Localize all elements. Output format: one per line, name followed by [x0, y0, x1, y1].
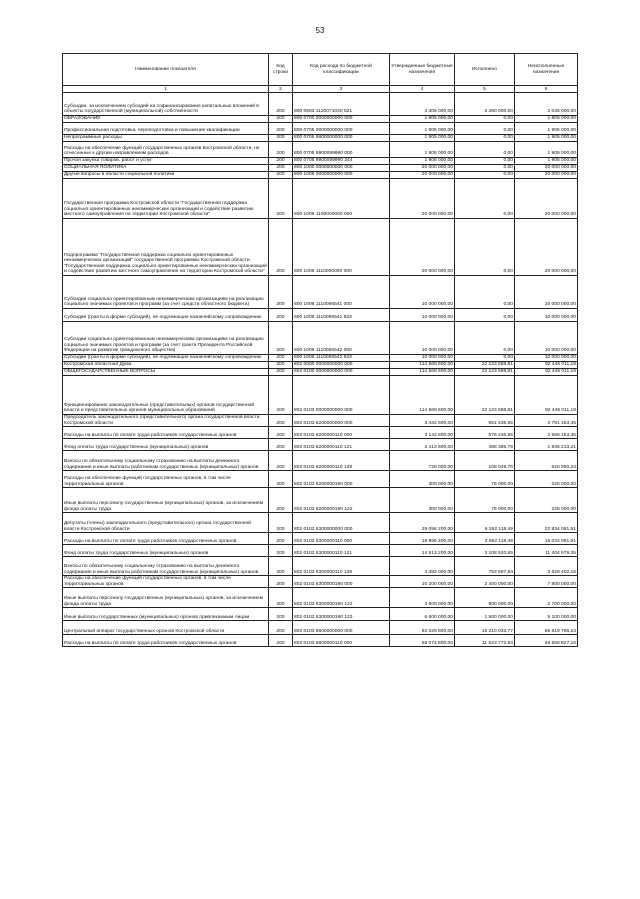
column-number: 1 — [63, 86, 269, 93]
row-line-code: 200 — [269, 576, 293, 588]
row-line-code: 200 — [269, 179, 293, 219]
row-name: Иные выплаты персоналу государственных (муниципальных) органов, за исключением фонда оплаты труда — [63, 588, 269, 608]
row-classification-code: 800 1006 0000000000 000 — [293, 172, 390, 179]
row-name: Взносы по обязательному социальному страхованию на выплаты денежного содержания и иные выплаты работникам государственных (муниципальных) органов — [63, 557, 269, 576]
row-classification-code: 802 0103 6200000190 000 — [293, 471, 390, 488]
row-executed-amount: 108 049,76 — [455, 451, 515, 471]
row-executed-amount: 1 500 000,00 — [455, 608, 515, 621]
row-name: Центральный аппарат государственных органов Костромской области — [63, 621, 269, 635]
row-name: Расходы на выплаты по оплате труда работников государственных органов — [63, 533, 269, 545]
row-unexecuted-amount: 15 034 081,51 — [515, 533, 578, 545]
row-classification-code: 802 0103 6600000110 000 — [293, 635, 390, 647]
row-line-code: 200 — [269, 545, 293, 557]
row-name: Профессиональная подготовка, переподготовка и повышение квалификации — [63, 123, 269, 135]
row-classification-code: 802 0103 6200000110 000 — [293, 427, 390, 439]
row-unexecuted-amount: 20 000 000,00 — [515, 179, 578, 219]
row-line-code: 200 — [269, 427, 293, 439]
row-name: СОЦИАЛЬНАЯ ПОЛИТИКА — [63, 165, 269, 172]
row-classification-code: 800 1006 1110000000 000 — [293, 219, 390, 276]
row-unexecuted-amount: 225 000,00 — [515, 488, 578, 513]
row-line-code: 200 — [269, 135, 293, 142]
row-classification-code: 802 0103 6200000110 121 — [293, 439, 390, 451]
row-classification-code: 800 0705 0000000000 000 — [293, 123, 390, 135]
row-name: Функционирование законодательных (представительных) органов государственной власти и представительных органов муниципальных образований — [63, 376, 269, 415]
table-row — [63, 309, 578, 322]
table-row — [63, 451, 578, 471]
row-classification-code: 802 0000 0000000000 000 — [293, 362, 390, 369]
row-name: Субсидии, за исключением субсидий на софинансирование капитальных вложений в объекты государственной (муниципальной) собственности — [63, 93, 269, 116]
row-executed-amount: 6 262 118,49 — [455, 513, 515, 533]
row-unexecuted-amount: 10 000 000,00 — [515, 322, 578, 355]
header-executed: Исполнено — [455, 54, 515, 86]
row-executed-amount: 75 000,00 — [455, 471, 515, 488]
row-name: Прочая закупка товаров, работ и услуг — [63, 158, 269, 165]
table-row — [63, 488, 578, 513]
row-approved-amount: 1 905 000,00 — [390, 142, 455, 158]
row-approved-amount: 10 000 000,00 — [390, 322, 455, 355]
row-executed-amount: 0,00 — [455, 219, 515, 276]
table-row — [63, 533, 578, 545]
row-classification-code: 802 0103 6600000000 000 — [293, 621, 390, 635]
row-executed-amount: 22 123 588,81 — [455, 376, 515, 415]
table-row — [63, 355, 578, 362]
header-indicator-name: Наименование показателя — [63, 54, 269, 86]
row-classification-code: 802 0103 6300000190 123 — [293, 608, 390, 621]
row-approved-amount: 1 905 000,00 — [390, 135, 455, 142]
row-line-code: 200 — [269, 415, 293, 427]
table-row — [63, 415, 578, 427]
row-line-code: 200 — [269, 488, 293, 513]
table-header-row — [63, 54, 578, 86]
row-approved-amount: 20 000 000,00 — [390, 165, 455, 172]
row-approved-amount: 10 000 000,00 — [390, 355, 455, 362]
row-line-code: 200 — [269, 369, 293, 376]
row-unexecuted-amount: 10 000 000,00 — [515, 355, 578, 362]
table-row — [63, 513, 578, 533]
row-classification-code: 802 0103 6200000190 122 — [293, 488, 390, 513]
row-executed-amount: 0,00 — [455, 309, 515, 322]
row-name: Фонд оплаты труда государственных (муниципальных) органов — [63, 545, 269, 557]
table-row — [63, 322, 578, 355]
row-line-code: 200 — [269, 376, 293, 415]
table-row — [63, 158, 578, 165]
row-approved-amount: 20 000 000,00 — [390, 179, 455, 219]
row-approved-amount: 300 000,00 — [390, 488, 455, 513]
row-approved-amount: 114 568 600,00 — [390, 369, 455, 376]
header-unexecuted: Неисполненные назначения — [515, 54, 578, 86]
row-executed-amount: 15 210 033,77 — [455, 621, 515, 635]
row-executed-amount: 0,00 — [455, 322, 515, 355]
row-executed-amount: 22 123 588,81 — [455, 362, 515, 369]
row-classification-code: 800 1006 1110066542 000 — [293, 322, 390, 355]
row-line-code: 200 — [269, 513, 293, 533]
row-unexecuted-amount: 620 950,24 — [515, 451, 578, 471]
table-row — [63, 219, 578, 276]
row-unexecuted-amount: 20 000 000,00 — [515, 219, 578, 276]
row-executed-amount: 22 123 588,81 — [455, 369, 515, 376]
row-approved-amount: 729 000,00 — [390, 451, 455, 471]
row-approved-amount: 3 142 600,00 — [390, 427, 455, 439]
column-number: 6 — [515, 86, 578, 93]
row-executed-amount: 0,00 — [455, 165, 515, 172]
row-name: Иные выплаты государственных (муниципальных) органов привлекаемым лицам — [63, 608, 269, 621]
column-number-row — [63, 86, 578, 93]
row-classification-code: 800 1000 0000000000 000 — [293, 165, 390, 172]
table-row — [63, 557, 578, 576]
table-row — [63, 376, 578, 415]
row-executed-amount: 0,00 — [455, 158, 515, 165]
row-name: Расходы на выплаты по оплате труда работников государственных органов — [63, 635, 269, 647]
row-unexecuted-amount: 10 000 000,00 — [515, 309, 578, 322]
row-name: Непрограммные расходы — [63, 135, 269, 142]
row-classification-code: 800 0705 9900099990 244 — [293, 158, 390, 165]
row-executed-amount: 651 436,55 — [455, 415, 515, 427]
row-name: Расходы на обеспечение функций государственных органов Костромской области, не отнесенные к другим направлениям расходов — [63, 142, 269, 158]
row-line-code: 200 — [269, 165, 293, 172]
table-row — [63, 439, 578, 451]
row-approved-amount: 20 000 000,00 — [390, 219, 455, 276]
header-approved: Утвержденные бюджетные назначения — [390, 54, 455, 86]
row-name: Фонд оплаты труда государственных (муниципальных) органов — [63, 439, 269, 451]
table-row — [63, 369, 578, 376]
row-unexecuted-amount: 92 445 011,19 — [515, 376, 578, 415]
row-line-code: 200 — [269, 635, 293, 647]
table-row — [63, 116, 578, 123]
row-approved-amount: 1 905 000,00 — [390, 123, 455, 135]
row-classification-code: 802 0103 0000000000 000 — [293, 376, 390, 415]
row-name: Другие вопросы в области социальной политики — [63, 172, 269, 179]
row-line-code: 200 — [269, 142, 293, 158]
table-row — [63, 608, 578, 621]
row-approved-amount: 300 000,00 — [390, 471, 455, 488]
row-executed-amount: 0,00 — [455, 355, 515, 362]
row-name: Подпрограмма "Государственная поддержка социально ориентированных некоммерческих организаций" государственной программы Костромской области "Государственная поддержка социально ориентированных некоммерческих организаций и содействие развитию местного самоуправления на территории Костромской области" — [63, 219, 269, 276]
budget-execution-table — [62, 53, 578, 647]
table-row — [63, 621, 578, 635]
row-line-code: 200 — [269, 172, 293, 179]
row-approved-amount: 14 513 200,00 — [390, 545, 455, 557]
row-executed-amount: 0,00 — [455, 142, 515, 158]
row-approved-amount: 114 568 600,00 — [390, 362, 455, 369]
row-line-code: 200 — [269, 621, 293, 635]
row-executed-amount: 753 597,84 — [455, 557, 515, 576]
row-line-code: 200 — [269, 355, 293, 362]
row-line-code: 200 — [269, 309, 293, 322]
row-unexecuted-amount: 20 000 000,00 — [515, 172, 578, 179]
table-row — [63, 179, 578, 219]
row-classification-code: 802 0100 0000000000 000 — [293, 369, 390, 376]
row-line-code: 200 — [269, 158, 293, 165]
row-unexecuted-amount: 3 629 402,16 — [515, 557, 578, 576]
table-row — [63, 545, 578, 557]
row-classification-code: 800 1006 1100000000 000 — [293, 179, 390, 219]
row-executed-amount: 0,00 — [455, 276, 515, 309]
row-executed-amount: 2 260 000,00 — [455, 93, 515, 116]
row-executed-amount: 0,00 — [455, 116, 515, 123]
row-unexecuted-amount: 1 905 000,00 — [515, 142, 578, 158]
row-line-code: 200 — [269, 451, 293, 471]
row-approved-amount: 2 413 600,00 — [390, 439, 455, 451]
row-name: Председатель законодательного (представительного) органа государственной власти Костромской области — [63, 415, 269, 427]
table-row — [63, 471, 578, 488]
column-number: 2 — [269, 86, 293, 93]
column-number: 4 — [390, 86, 455, 93]
row-unexecuted-amount: 5 100 000,00 — [515, 608, 578, 621]
row-executed-amount: 0,00 — [455, 172, 515, 179]
row-approved-amount: 3 600 000,00 — [390, 588, 455, 608]
row-executed-amount: 75 000,00 — [455, 488, 515, 513]
table-row — [63, 576, 578, 588]
column-number: 3 — [293, 86, 390, 93]
row-executed-amount: 576 436,55 — [455, 427, 515, 439]
row-executed-amount: 0,00 — [455, 179, 515, 219]
row-name: Расходы на выплаты по оплате труда работников государственных органов — [63, 427, 269, 439]
row-unexecuted-amount: 2 700 000,00 — [515, 588, 578, 608]
table-row — [63, 276, 578, 309]
row-classification-code: 800 0503 1120071040 521 — [293, 93, 390, 116]
row-approved-amount: 29 096 200,00 — [390, 513, 455, 533]
row-unexecuted-amount: 22 834 081,51 — [515, 513, 578, 533]
row-executed-amount: 2 400 000,00 — [455, 576, 515, 588]
row-unexecuted-amount: 46 550 827,16 — [515, 635, 578, 647]
row-approved-amount: 82 029 800,00 — [390, 621, 455, 635]
table-row — [63, 142, 578, 158]
row-line-code: 200 — [269, 557, 293, 576]
row-unexecuted-amount: 11 404 679,35 — [515, 545, 578, 557]
row-classification-code: 800 0705 9900000000 000 — [293, 135, 390, 142]
row-unexecuted-amount: 2 566 163,45 — [515, 427, 578, 439]
page-number: 53 — [315, 26, 325, 35]
row-line-code: 200 — [269, 116, 293, 123]
row-name: Иные выплаты персоналу государственных (муниципальных) органов, за исключением фонда оплаты труда — [63, 488, 269, 513]
row-name: Расходы на обеспечение функций государственных органов, в том числе территориальных органов — [63, 576, 269, 588]
table-row — [63, 635, 578, 647]
row-executed-amount: 0,00 — [455, 135, 515, 142]
row-line-code: 200 — [269, 439, 293, 451]
row-classification-code: 800 0705 9900099990 000 — [293, 142, 390, 158]
row-line-code: 200 — [269, 123, 293, 135]
row-approved-amount: 58 074 600,00 — [390, 635, 455, 647]
row-name: Расходы на обеспечение функций государственных органов, в том числе территориальных органов — [63, 471, 269, 488]
row-name: Субсидии социально ориентированным некоммерческим организациям на реализацию социально значимых проектов и программ (за счет гранта Президента Российской Федерации на развитие гражданского общества) — [63, 322, 269, 355]
row-line-code: 200 — [269, 588, 293, 608]
row-unexecuted-amount: 66 819 766,23 — [515, 621, 578, 635]
row-approved-amount: 4 305 000,00 — [390, 93, 455, 116]
row-executed-amount: 11 523 772,84 — [455, 635, 515, 647]
header-classification-code: Код расхода по бюджетной классификации — [293, 54, 390, 86]
row-unexecuted-amount: 92 445 011,19 — [515, 362, 578, 369]
header-line-code: Код строки — [269, 54, 293, 86]
row-executed-amount: 468 386,79 — [455, 439, 515, 451]
row-name: ОБЩЕГОСУДАРСТВЕННЫЕ ВОПРОСЫ — [63, 369, 269, 376]
table-row — [63, 123, 578, 135]
row-executed-amount: 0,00 — [455, 123, 515, 135]
table-row — [63, 172, 578, 179]
row-classification-code: 802 0103 6300000190 122 — [293, 588, 390, 608]
row-line-code: 200 — [269, 608, 293, 621]
row-approved-amount: 1 905 000,00 — [390, 116, 455, 123]
row-unexecuted-amount: 20 000 000,00 — [515, 165, 578, 172]
row-name: Костромская областная Дума — [63, 362, 269, 369]
row-classification-code: 802 0103 6200000000 000 — [293, 415, 390, 427]
row-classification-code: 802 0103 6300000190 000 — [293, 576, 390, 588]
row-name: Государственная программа Костромской области "Государственная поддержка социально ориентированных некоммерческих организаций и содействие развитию местного самоуправления на территории Костромской области" — [63, 179, 269, 219]
row-unexecuted-amount: 7 800 000,00 — [515, 576, 578, 588]
row-name: Субсидии (гранты в форме субсидий), не подлежащие казначейскому сопровождению — [63, 355, 269, 362]
table-row — [63, 135, 578, 142]
row-unexecuted-amount: 10 000 000,00 — [515, 276, 578, 309]
row-classification-code: 800 1006 1110066541 633 — [293, 309, 390, 322]
row-name: Субсидии социально ориентированным некоммерческим организациям на реализацию социально значимых проектов и программ (за счет средств областного бюджета) — [63, 276, 269, 309]
row-name: Депутаты (члены) законодательного (представительного) органа государственной власти Костромской области — [63, 513, 269, 533]
row-name: ОБРАЗОВАНИЕ — [63, 116, 269, 123]
row-classification-code: 800 1006 1110066541 000 — [293, 276, 390, 309]
table-row — [63, 362, 578, 369]
row-unexecuted-amount: 2 791 163,45 — [515, 415, 578, 427]
table-row — [63, 93, 578, 116]
row-classification-code: 802 0103 6200000110 129 — [293, 451, 390, 471]
row-approved-amount: 3 442 600,00 — [390, 415, 455, 427]
row-classification-code: 802 0103 6300000110 121 — [293, 545, 390, 557]
table-row — [63, 588, 578, 608]
row-name: Взносы по обязательному социальному страхованию на выплаты денежного содержания и иные выплаты работникам государственных (муниципальных) органов — [63, 451, 269, 471]
row-executed-amount: 3 862 118,49 — [455, 533, 515, 545]
row-approved-amount: 1 905 000,00 — [390, 158, 455, 165]
row-unexecuted-amount: 92 445 011,19 — [515, 369, 578, 376]
row-executed-amount: 3 108 520,65 — [455, 545, 515, 557]
row-classification-code: 800 0700 0000000000 000 — [293, 116, 390, 123]
row-classification-code: 802 0103 6300000110 000 — [293, 533, 390, 545]
row-approved-amount: 10 000 000,00 — [390, 309, 455, 322]
row-approved-amount: 114 568 600,00 — [390, 376, 455, 415]
row-unexecuted-amount: 1 945 213,21 — [515, 439, 578, 451]
row-line-code: 200 — [269, 276, 293, 309]
row-unexecuted-amount: 1 905 000,00 — [515, 116, 578, 123]
column-number: 5 — [455, 86, 515, 93]
row-name: Субсидии (гранты в форме субсидий), не подлежащие казначейскому сопровождению — [63, 309, 269, 322]
row-line-code: 200 — [269, 322, 293, 355]
table-row — [63, 165, 578, 172]
row-classification-code: 802 0103 6300000000 000 — [293, 513, 390, 533]
row-unexecuted-amount: 2 045 000,00 — [515, 93, 578, 116]
row-approved-amount: 6 600 000,00 — [390, 608, 455, 621]
row-approved-amount: 20 000 000,00 — [390, 172, 455, 179]
row-unexecuted-amount: 1 905 000,00 — [515, 158, 578, 165]
table-row — [63, 427, 578, 439]
row-unexecuted-amount: 1 905 000,00 — [515, 135, 578, 142]
row-unexecuted-amount: 225 000,00 — [515, 471, 578, 488]
row-classification-code: 802 0103 6300000110 129 — [293, 557, 390, 576]
row-unexecuted-amount: 1 905 000,00 — [515, 123, 578, 135]
row-approved-amount: 10 200 000,00 — [390, 576, 455, 588]
row-classification-code: 800 1006 1110066542 633 — [293, 355, 390, 362]
row-line-code: 200 — [269, 533, 293, 545]
row-line-code: 200 — [269, 93, 293, 116]
row-line-code: 200 — [269, 471, 293, 488]
row-approved-amount: 18 896 200,00 — [390, 533, 455, 545]
row-approved-amount: 10 000 000,00 — [390, 276, 455, 309]
row-approved-amount: 4 383 000,00 — [390, 557, 455, 576]
row-line-code: 200 — [269, 362, 293, 369]
row-executed-amount: 900 000,00 — [455, 588, 515, 608]
row-line-code: 200 — [269, 219, 293, 276]
